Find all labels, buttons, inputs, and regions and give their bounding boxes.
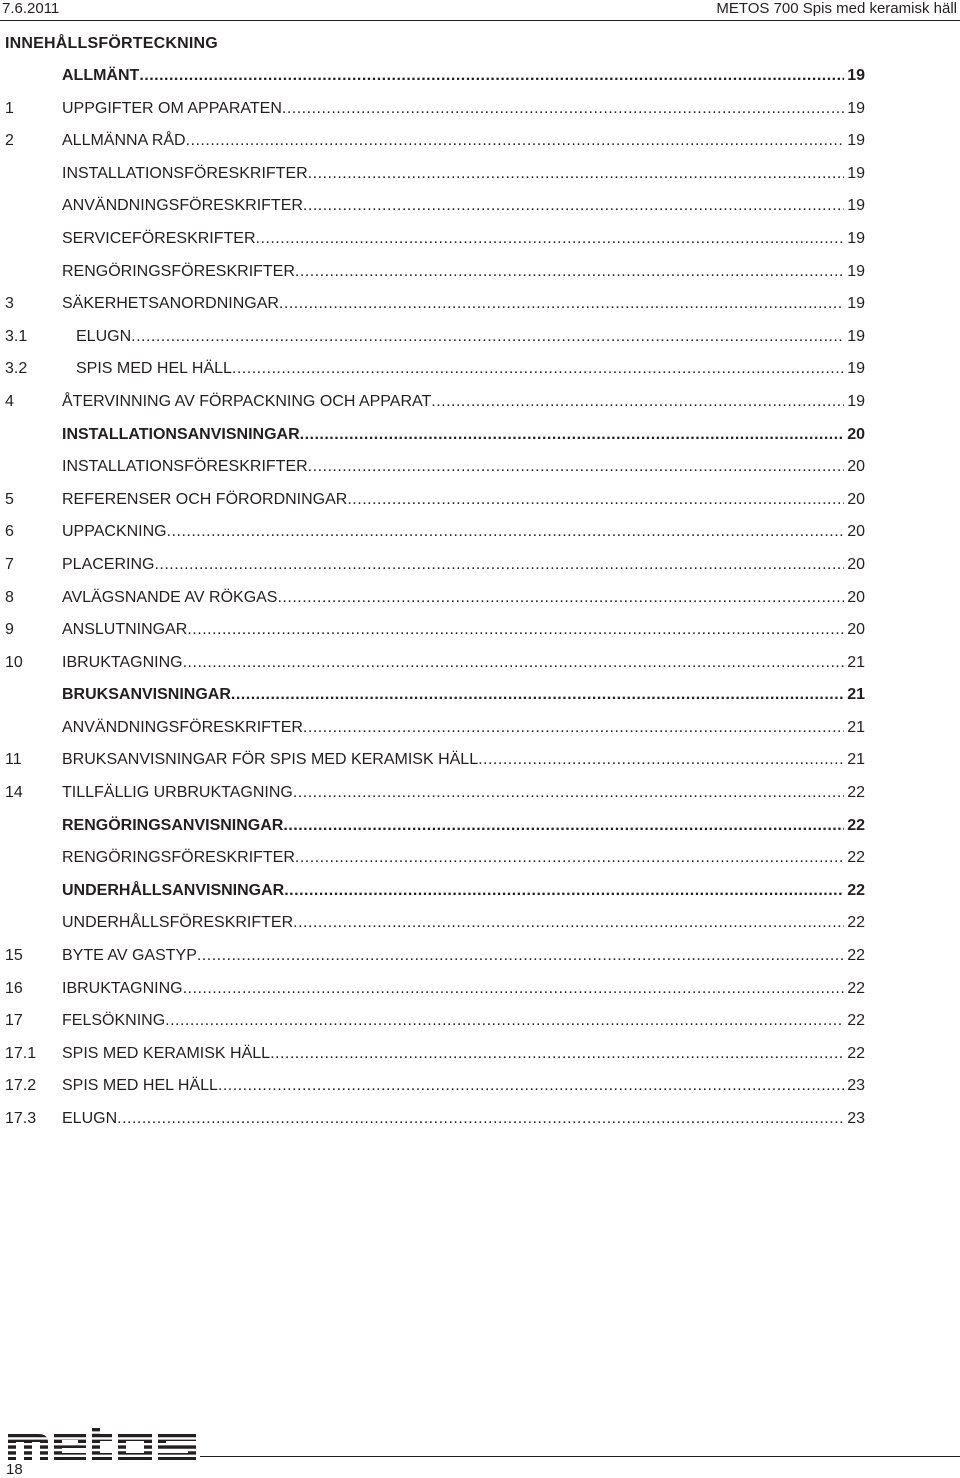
page-number: 18 — [6, 1461, 23, 1478]
toc-entry-title: TILLFÄLLIG URBRUKTAGNING — [62, 784, 293, 802]
toc-dot-leader — [303, 712, 844, 745]
toc-heading: INNEHÅLLSFÖRTECKNING — [5, 35, 218, 52]
toc-dot-leader — [300, 419, 845, 452]
toc-entry-title: PLACERING — [62, 555, 155, 573]
toc-entry-number: 11 — [5, 751, 22, 769]
toc-entry-page: 21 — [847, 718, 865, 736]
toc-entry-number: 17.3 — [5, 1110, 37, 1127]
toc-entry-number: 14 — [5, 784, 23, 802]
toc-entry-page: 19 — [847, 327, 865, 345]
toc-entry[interactable] — [5, 353, 865, 386]
toc-entry[interactable] — [5, 907, 865, 940]
toc-entry-page: 19 — [847, 197, 865, 215]
toc-entry-number: 3.2 — [5, 360, 28, 378]
toc-dot-leader — [117, 1103, 844, 1136]
toc-dot-leader — [183, 973, 845, 1006]
toc-entry-number: 15 — [5, 947, 23, 965]
toc-entry-title: RENGÖRINGSFÖRESKRIFTER — [62, 849, 295, 867]
toc-entry[interactable] — [5, 940, 865, 973]
toc-entry-page: 20 — [847, 588, 865, 606]
header-rule — [0, 20, 960, 21]
toc-entry[interactable] — [5, 516, 865, 549]
toc-entry-title: ALLMÄNNA RÅD — [62, 132, 186, 150]
toc-entry[interactable] — [5, 1070, 865, 1103]
toc-entry-title: ANVÄNDNINGSFÖRESKRIFTER — [62, 718, 303, 736]
toc-dot-leader — [270, 1038, 844, 1071]
toc-dot-leader — [231, 679, 844, 712]
toc-entry-title: BRUKSANVISNINGAR FÖR SPIS MED KERAMISK HÄLL — [62, 751, 479, 769]
toc-entry-title: SPIS MED KERAMISK HÄLL — [62, 1044, 271, 1062]
toc-dot-leader — [308, 451, 845, 484]
toc-entry[interactable] — [5, 1103, 865, 1136]
toc-dot-leader — [293, 777, 844, 810]
toc-entry-page: 19 — [847, 164, 865, 182]
toc-entry-title: FELSÖKNING — [62, 1012, 166, 1030]
toc-entry-title: BRUKSANVISNINGAR — [62, 686, 231, 704]
toc-entry[interactable] — [5, 223, 865, 256]
toc-entry-page: 22 — [847, 849, 865, 867]
toc-entry-title: ELUGN — [76, 327, 132, 345]
toc-entry-title: AVLÄGSNANDE AV RÖKGAS — [62, 588, 278, 606]
toc-entry[interactable] — [5, 256, 865, 289]
toc-entry-title: ANSLUTNINGAR — [62, 621, 188, 639]
header-date: 7.6.2011 — [2, 0, 60, 17]
toc-entry-title: INSTALLATIONSFÖRESKRIFTER — [62, 458, 308, 476]
toc-dot-leader — [131, 321, 844, 354]
toc-entry-page: 22 — [847, 914, 865, 932]
toc-entry-number: 6 — [5, 523, 14, 541]
toc-entry-title: UNDERHÅLLSANVISNINGAR — [62, 881, 285, 899]
toc-entry-number: 16 — [5, 979, 23, 997]
toc-list — [5, 60, 865, 1136]
toc-entry[interactable] — [5, 484, 865, 517]
page-header — [0, 0, 960, 24]
toc-dot-leader — [232, 353, 844, 386]
toc-dot-leader — [218, 1070, 844, 1103]
toc-dot-leader — [347, 484, 844, 517]
toc-entry-title: INSTALLATIONSANVISNINGAR — [62, 425, 300, 443]
toc-dot-leader — [154, 549, 844, 582]
toc-entry-page: 19 — [847, 229, 865, 247]
toc-entry-page: 23 — [847, 1110, 865, 1127]
footer-rule — [200, 1456, 960, 1457]
toc-entry-page: 22 — [847, 947, 865, 965]
toc-entry-number: 17.2 — [5, 1077, 37, 1095]
toc-dot-leader — [139, 60, 844, 93]
toc-entry-title: RENGÖRINGSANVISNINGAR — [62, 816, 284, 834]
toc-entry-page: 20 — [847, 621, 865, 639]
toc-entry-page: 20 — [847, 425, 865, 443]
header-document-title: METOS 700 Spis med keramisk häll — [716, 0, 957, 17]
toc-entry[interactable] — [5, 321, 865, 354]
toc-entry[interactable] — [5, 679, 865, 712]
toc-entry-page: 22 — [847, 1044, 865, 1062]
toc-entry-title: SÄKERHETSANORDNINGAR — [62, 295, 279, 313]
toc-entry-page: 19 — [847, 132, 865, 150]
toc-dot-leader — [295, 842, 844, 875]
toc-entry-title: BYTE AV GASTYP — [62, 947, 197, 965]
toc-entry-title: ANVÄNDNINGSFÖRESKRIFTER — [62, 197, 303, 215]
toc-entry-page: 20 — [847, 458, 865, 476]
toc-entry[interactable] — [5, 614, 865, 647]
toc-entry[interactable] — [5, 647, 865, 680]
toc-entry-number: 9 — [5, 621, 14, 639]
toc-entry-title: SERVICEFÖRESKRIFTER — [62, 229, 256, 247]
toc-entry[interactable] — [5, 549, 865, 582]
toc-entry-title: ELUGN — [62, 1110, 118, 1127]
toc-dot-leader — [308, 158, 845, 191]
toc-entry-number: 4 — [5, 392, 14, 410]
toc-entry-title: RENGÖRINGSFÖRESKRIFTER — [62, 262, 295, 280]
toc-dot-leader — [284, 875, 844, 908]
toc-entry[interactable] — [5, 60, 865, 93]
toc-entry-page: 20 — [847, 523, 865, 541]
toc-entry-number: 17 — [5, 1012, 23, 1030]
toc-entry-number: 8 — [5, 588, 14, 606]
toc-dot-leader — [295, 256, 844, 289]
toc-dot-leader — [165, 1005, 844, 1038]
toc-entry-title: IBRUKTAGNING — [62, 653, 183, 671]
toc-dot-leader — [478, 744, 844, 777]
toc-entry[interactable] — [5, 875, 865, 908]
toc-dot-leader — [187, 614, 844, 647]
toc-entry[interactable] — [5, 93, 865, 126]
toc-entry-title: UPPACKNING — [62, 523, 167, 541]
toc-dot-leader — [183, 647, 845, 680]
toc-dot-leader — [277, 582, 844, 615]
toc-entry-page: 19 — [847, 99, 865, 117]
toc-entry[interactable] — [5, 451, 865, 484]
toc-entry[interactable] — [5, 842, 865, 875]
toc-entry-page: 21 — [847, 751, 865, 769]
toc-entry-title: SPIS MED HEL HÄLL — [62, 1077, 218, 1095]
toc-entry[interactable] — [5, 1005, 865, 1038]
toc-entry-page: 22 — [847, 979, 865, 997]
toc-entry[interactable] — [5, 190, 865, 223]
toc-entry-number: 7 — [5, 555, 14, 573]
toc-dot-leader — [283, 810, 844, 843]
toc-dot-leader — [431, 386, 844, 419]
toc-entry[interactable] — [5, 125, 865, 158]
metos-logo — [8, 1428, 198, 1462]
toc-entry-title: REFERENSER OCH FÖRORDNINGAR — [62, 490, 348, 508]
toc-entry[interactable] — [5, 288, 865, 321]
toc-entry-number: 17.1 — [5, 1044, 37, 1062]
toc-entry[interactable] — [5, 810, 865, 843]
toc-entry-number: 1 — [5, 99, 14, 117]
toc-entry[interactable] — [5, 419, 865, 452]
toc-entry-number: 2 — [5, 132, 14, 150]
toc-entry[interactable] — [5, 973, 865, 1006]
toc-entry-page: 19 — [847, 360, 865, 378]
toc-entry-title: ALLMÄNT — [62, 67, 140, 84]
toc-entry-title: UPPGIFTER OM APPARATEN — [62, 99, 282, 117]
toc-entry[interactable] — [5, 712, 865, 745]
toc-dot-leader — [303, 190, 844, 223]
toc-entry[interactable] — [5, 582, 865, 615]
toc-entry-page: 20 — [847, 490, 865, 508]
toc-entry-page: 22 — [847, 1012, 865, 1030]
toc-entry-title: UNDERHÅLLSFÖRESKRIFTER — [62, 914, 294, 932]
toc-entry-page: 22 — [847, 881, 865, 899]
toc-entry-page: 22 — [847, 816, 865, 834]
toc-dot-leader — [186, 125, 845, 158]
toc-entry-number: 3.1 — [5, 327, 28, 345]
toc-dot-leader — [197, 940, 844, 973]
toc-entry-page: 23 — [847, 1077, 865, 1095]
toc-entry-page: 19 — [847, 295, 865, 313]
toc-dot-leader — [279, 288, 844, 321]
toc-entry-title: SPIS MED HEL HÄLL — [76, 360, 232, 378]
toc-entry-page: 19 — [847, 67, 865, 84]
toc-dot-leader — [293, 907, 844, 940]
toc-entry-page: 19 — [847, 392, 865, 410]
toc-entry-page: 21 — [847, 686, 865, 704]
toc-entry-page: 22 — [847, 784, 865, 802]
toc-dot-leader — [167, 516, 845, 549]
toc-entry-title: IBRUKTAGNING — [62, 979, 183, 997]
toc-entry[interactable] — [5, 777, 865, 810]
toc-entry-number: 10 — [5, 653, 23, 671]
toc-entry-title: ÅTERVINNING AV FÖRPACKNING OCH APPARAT — [62, 392, 432, 410]
toc-entry-page: 19 — [847, 262, 865, 280]
toc-dot-leader — [282, 93, 844, 126]
toc-dot-leader — [256, 223, 845, 256]
toc-entry-number: 5 — [5, 490, 14, 508]
toc-entry-number: 3 — [5, 295, 14, 313]
toc-entry[interactable] — [5, 158, 865, 191]
toc-entry-title: INSTALLATIONSFÖRESKRIFTER — [62, 164, 308, 182]
table-of-contents — [5, 28, 865, 1136]
toc-entry[interactable] — [5, 744, 865, 777]
toc-entry[interactable] — [5, 1038, 865, 1071]
toc-entry-page: 21 — [847, 653, 865, 671]
toc-entry-page: 20 — [847, 555, 865, 573]
toc-entry[interactable] — [5, 386, 865, 419]
